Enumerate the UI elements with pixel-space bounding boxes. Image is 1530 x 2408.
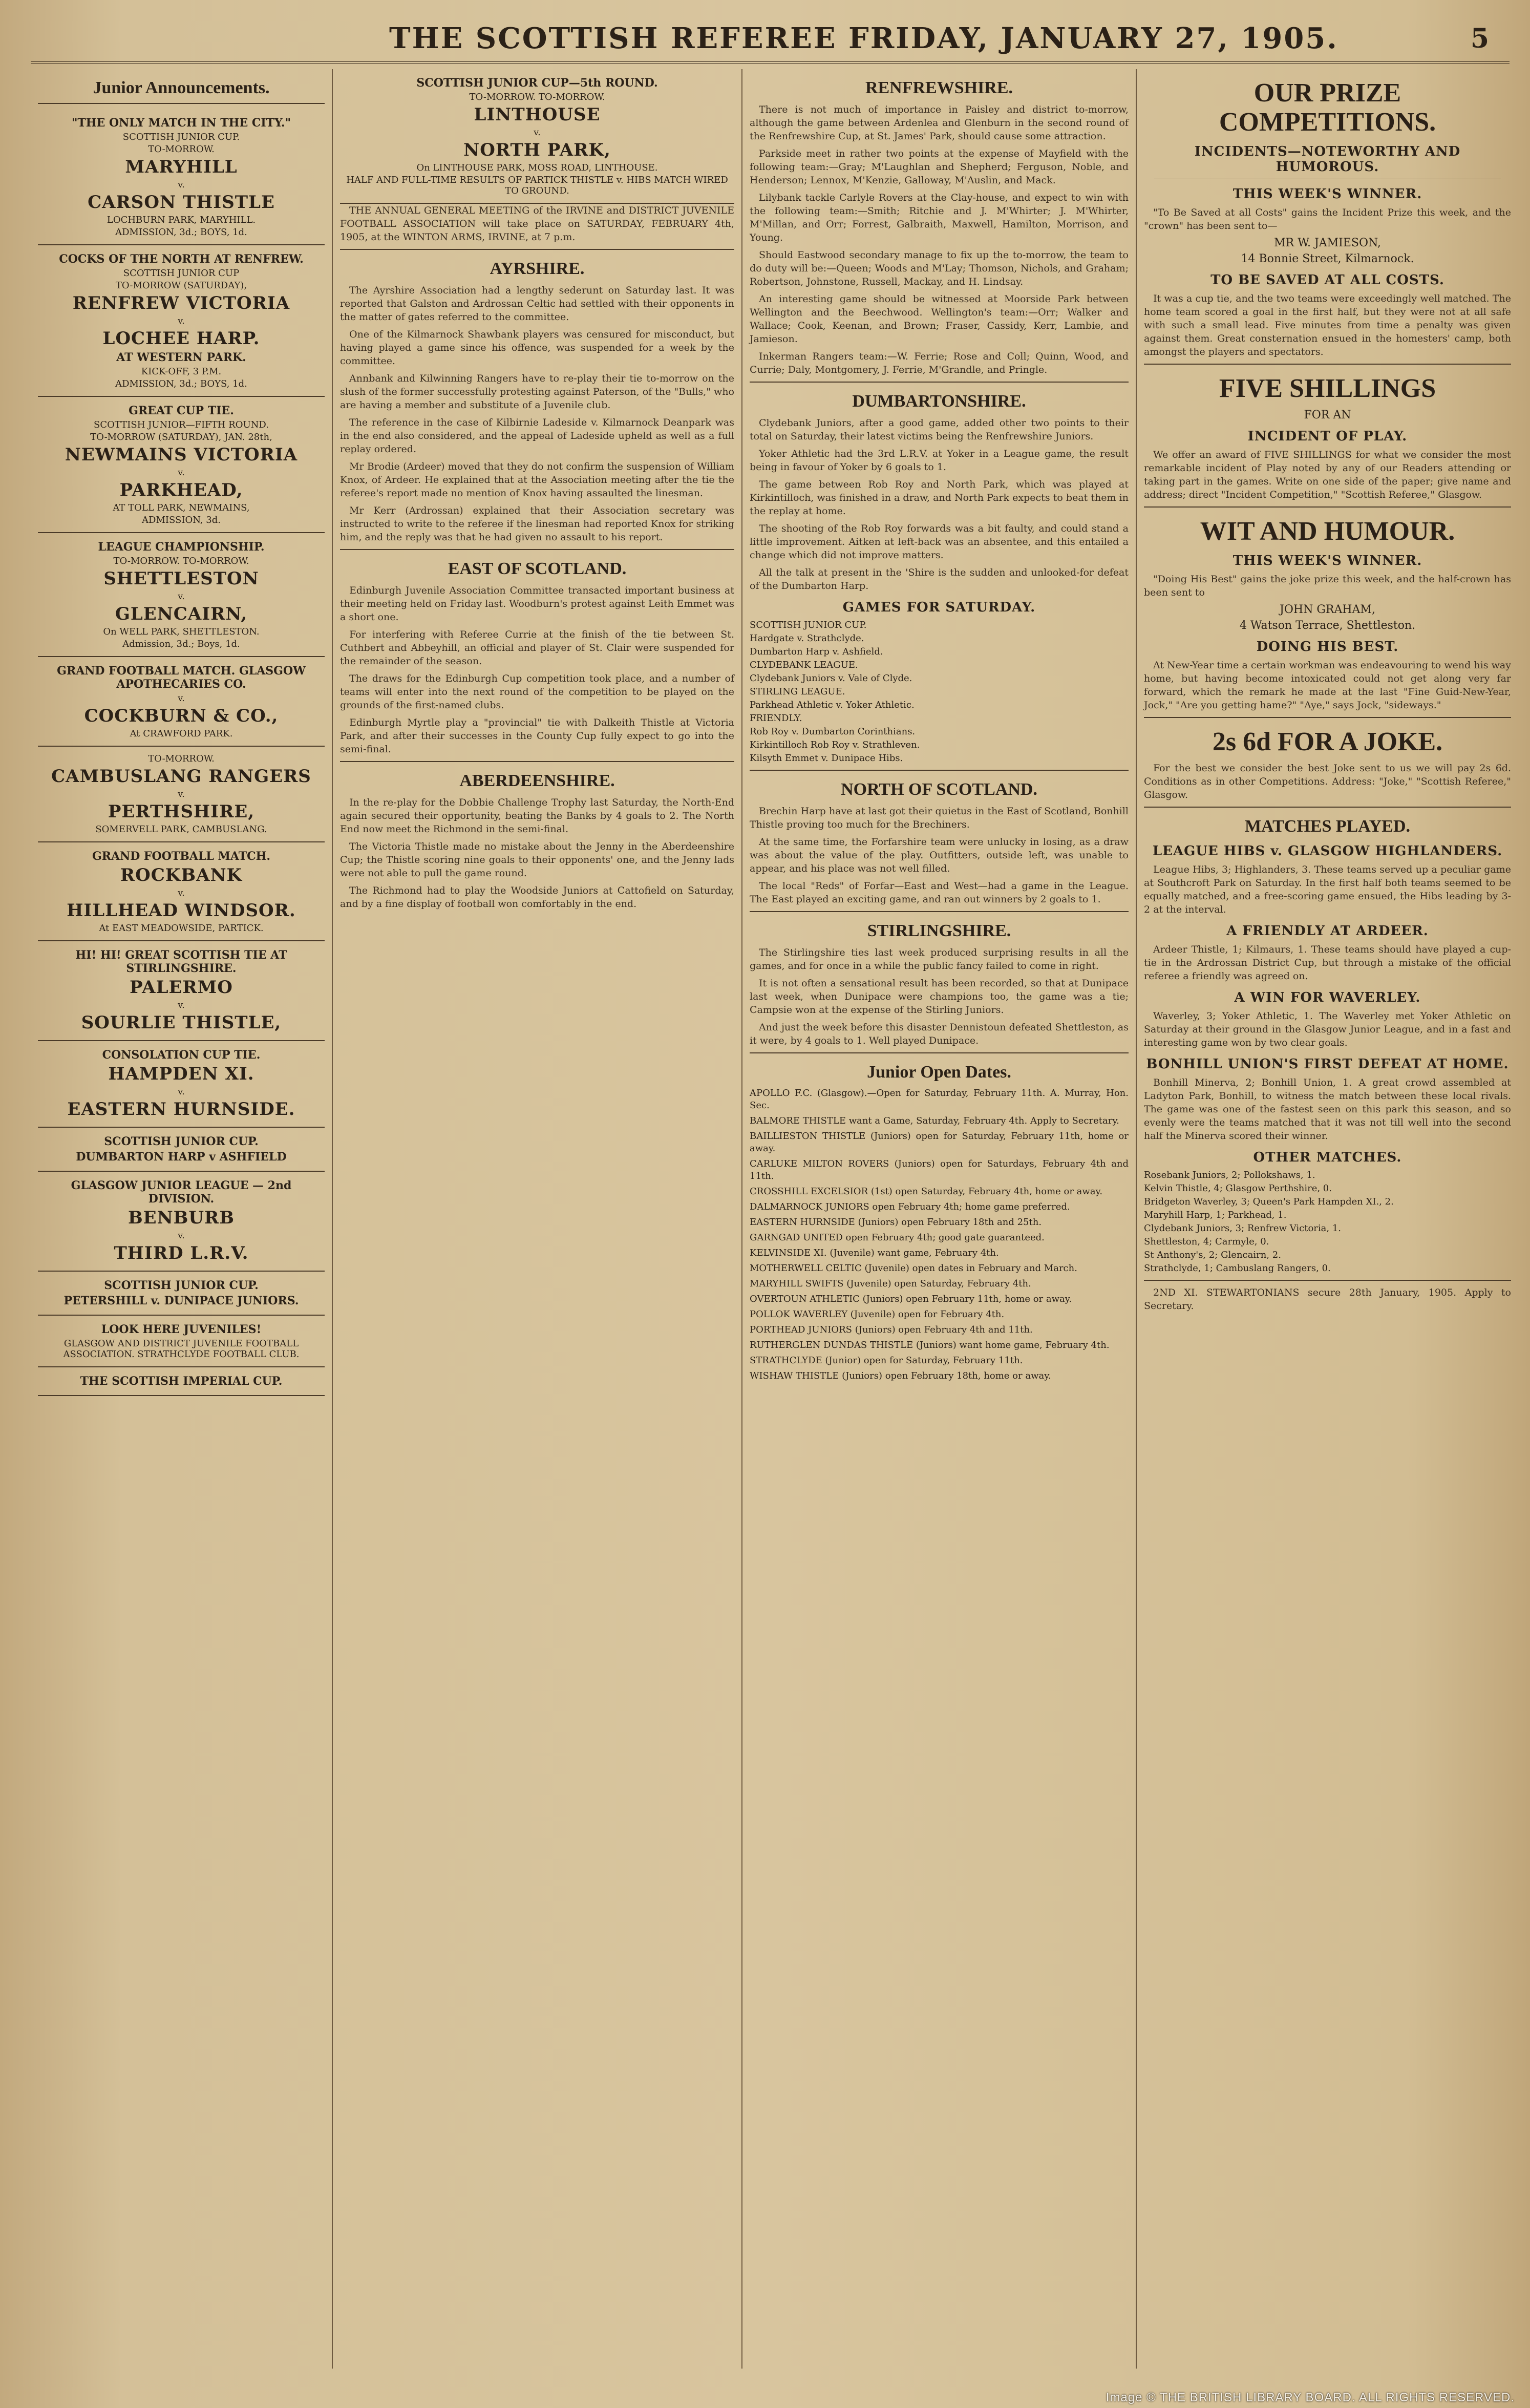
games-heading: GAMES FOR SATURDAY. xyxy=(842,600,1036,615)
open-date-item: WISHAW THISTLE (Juniors) open February 18th, home or away. xyxy=(750,1370,1051,1381)
story-heading: DOING HIS BEST. xyxy=(1256,639,1399,654)
open-date-item: OVERTOUN ATHLETIC (Juniors) open February 11th, home or away. xyxy=(750,1294,1072,1304)
advert-versus: v. xyxy=(178,1000,185,1010)
article-paragraph: For the best we consider the best Joke sent to us we will pay 2s 6d. Conditions as in other Competitions. Address: "Joke," "Scottish Referee," Glasgow. xyxy=(1144,762,1511,800)
advert-team: THIRD L.R.V. xyxy=(114,1243,249,1263)
match-result-item: Maryhill Harp, 1; Parkhead, 1. xyxy=(1144,1209,1287,1220)
advert-ground: LOCHBURN PARK, MARYHILL. xyxy=(107,215,256,225)
section-heading: Junior Announcements. xyxy=(93,78,270,97)
divider xyxy=(1144,1280,1511,1281)
advert-newmains xyxy=(38,397,325,533)
advert-versus: v. xyxy=(178,591,185,602)
divider xyxy=(340,249,734,250)
article-paragraph: One of the Kilmarnock Shawbank players was censured for misconduct, but having played a game since his offence, was suspended for a week by the committee. xyxy=(340,329,734,367)
section-heading: DUMBARTONSHIRE. xyxy=(852,392,1026,411)
winner-name: MR W. JAMIESON, xyxy=(1274,237,1381,250)
column-junior-announcements xyxy=(31,69,333,2369)
advert-title: GRAND FOOTBALL MATCH. xyxy=(92,850,271,863)
section-heading: Junior Open Dates. xyxy=(867,1063,1011,1082)
article-paragraph: Should Eastwood secondary manage to fix up the to-morrow, the team to do duty will be:—Queen; Woods and M'Lay; Thomson, Nichols, and Graham; Robertson, Johnstone, Russell, Mackay, and H. Lindsay. xyxy=(750,249,1129,287)
advert-linthouse xyxy=(340,69,734,204)
article-paragraph: The game between Rob Roy and North Park, which was played at Kirkintilloch, was finished in a draw, and North Park expects to beat them in the replay at home. xyxy=(750,479,1129,517)
story-heading: TO BE SAVED AT ALL COSTS. xyxy=(1210,272,1444,288)
subheading: FOR AN xyxy=(1304,408,1351,421)
match-heading: LEAGUE HIBS v. GLASGOW HIGHLANDERS. xyxy=(1152,843,1503,859)
advert-team: HILLHEAD WINDSOR. xyxy=(67,900,296,921)
article-paragraph: We offer an award of FIVE SHILLINGS for what we consider the most remarkable incident of Play noted by any of our Readers attending or taking part in the games. Write on one side of the paper; give name and address; direct "Incident Competition," "Scottish Referee," Glasgow. xyxy=(1144,449,1511,500)
open-date-item: CROSSHILL EXCELSIOR (1st) open Saturday, February 4th, home or away. xyxy=(750,1186,1103,1197)
advert-cambuslang xyxy=(38,747,325,842)
open-date-item: BAILLIESTON THISTLE (Juniors) open for Saturday, February 11th, home or away. xyxy=(750,1131,1129,1154)
article-paragraph: Edinburgh Myrtle play a "provincial" tie with Dalkeith Thistle at Victoria Park, and after their successes in the County Cup fully expect to go into the semi-final. xyxy=(340,717,734,755)
advert-versus: v. xyxy=(178,315,185,326)
divider xyxy=(340,549,734,550)
open-date-item: KELVINSIDE XI. (Juvenile) want game, February 4th. xyxy=(750,1248,999,1258)
advert-team: COCKBURN & CO., xyxy=(84,706,279,726)
match-result-item: Bridgeton Waverley, 3; Queen's Park Hampden XI., 2. xyxy=(1144,1196,1394,1207)
advert-team: SHETTLESTON xyxy=(103,568,259,589)
section-heading: WIT AND HUMOUR. xyxy=(1200,516,1455,546)
article-paragraph: The reference in the case of Kilbirnie Ladeside v. Kilmarnock Deanpark was in the end also considered, and the appeal of Ladeside upheld as well as a full replay ordered. xyxy=(340,417,734,455)
open-date-item: EASTERN HURNSIDE (Juniors) open February 18th and 25th. xyxy=(750,1217,1042,1228)
advert-team: CAMBUSLANG RANGERS xyxy=(51,766,311,787)
advert-title: LOOK HERE JUVENILES! xyxy=(101,1323,262,1336)
advert-versus: v. xyxy=(178,789,185,799)
advert-when: TO-MORROW. TO-MORROW. xyxy=(469,92,605,102)
advert-teams: DUMBARTON HARP v ASHFIELD xyxy=(76,1150,287,1164)
advert-ground: AT TOLL PARK, NEWMAINS, xyxy=(113,502,250,513)
match-result-item: Rosebank Juniors, 2; Pollokshaws, 1. xyxy=(1144,1169,1315,1180)
open-date-item: APOLLO F.C. (Glasgow).—Open for Saturday, February 11th. A. Murray, Hon. Sec. xyxy=(750,1088,1129,1111)
bottom-advert: 2ND XI. STEWARTONIANS secure 28th January, 1905. Apply to Secretary. xyxy=(1144,1286,1511,1312)
advert-versus: v. xyxy=(178,179,185,190)
advert-team: HAMPDEN XI. xyxy=(108,1064,254,1084)
winner-name: JOHN GRAHAM, xyxy=(1280,603,1375,616)
advert-admission: Admission, 3d.; Boys, 1d. xyxy=(122,639,240,649)
meeting-notice: THE ANNUAL GENERAL MEETING of the IRVINE and DISTRICT JUVENILE FOOTBALL ASSOCIATION will take place on SATURDAY, FEBRUARY 4th, 1905, at the WINTON ARMS, IRVINE, at 7 p.m. xyxy=(340,205,734,243)
article-paragraph: Brechin Harp have at last got their quietus in the East of Scotland, Bonhill Thistle proving too much for the Brechiners. xyxy=(750,806,1129,830)
open-date-item: BALMORE THISTLE want a Game, Saturday, February 4th. Apply to Secretary. xyxy=(750,1115,1119,1126)
article-paragraph: Mr Brodie (Ardeer) moved that they do not confirm the suspension of William Knox, of Ardeer. He explained that at the Association meeting after the tie the referee's report made no mention of Knox having assaulted the linesman. xyxy=(340,461,734,499)
advert-title: THE SCOTTISH IMPERIAL CUP. xyxy=(80,1375,283,1388)
advert-versus: v. xyxy=(534,127,541,138)
advert-ground: SOMERVELL PARK, CAMBUSLANG. xyxy=(95,824,267,835)
advert-apothecaries xyxy=(38,657,325,747)
advert-team: SOURLIE THISTLE, xyxy=(81,1012,282,1033)
article-paragraph: At New-Year time a certain workman was endeavouring to wend his way home, but having become intoxicated could not get along very far forward, which the remark he made at the last "Fine Guid-New-Year, Jock," "Are you getting hame?" "Aye," says Jock, "sideways." xyxy=(1144,659,1511,711)
advert-renfrew xyxy=(38,245,325,397)
advert-title: LEAGUE CHAMPIONSHIP. xyxy=(98,540,265,554)
advert-cup: SCOTTISH JUNIOR—FIFTH ROUND. xyxy=(94,419,269,430)
fixture-item: Clydebank Juniors v. Vale of Clyde. xyxy=(750,673,912,684)
article-paragraph: League Hibs, 3; Highlanders, 3. These teams served up a peculiar game at Southcroft Park on Saturday. In the first half both teams seemed to be equally matched, and a free-scoring game ensued, the Hibs leading by 3-2 at the interval. xyxy=(1144,863,1511,915)
advert-team: GLENCAIRN, xyxy=(115,604,248,624)
match-heading: OTHER MATCHES. xyxy=(1253,1149,1402,1165)
advert-team: BENBURB xyxy=(128,1208,235,1228)
subheading: INCIDENT OF PLAY. xyxy=(1247,428,1408,444)
advert-tagline: "THE ONLY MATCH IN THE CITY." xyxy=(71,116,291,130)
fixture-item: FRIENDLY. xyxy=(750,713,802,724)
masthead xyxy=(31,15,1510,64)
section-heading: AYRSHIRE. xyxy=(490,259,585,278)
article-paragraph: The local "Reds" of Forfar—East and West—had a game in the League. The East played an exciting game, and ran out winners by 2 goals to 1. xyxy=(750,880,1129,905)
open-date-item: STRATHCLYDE (Junior) open for Saturday, February 11th. xyxy=(750,1355,1023,1366)
divider xyxy=(38,103,325,104)
fixture-item: STIRLING LEAGUE. xyxy=(750,686,845,697)
advert-benburb xyxy=(38,1172,325,1272)
divider xyxy=(750,382,1129,383)
column-renfrew-dumbarton xyxy=(742,69,1137,2369)
divider xyxy=(1144,364,1511,365)
article-paragraph: In the re-play for the Dobbie Challenge Trophy last Saturday, the North-End again secured their opportunity, beating the Banks by 4 goals to 2. The North End now meet the Richmond in the semi-final. xyxy=(340,797,734,835)
article-paragraph: Inkerman Rangers team:—W. Ferrie; Rose and Coll; Quinn, Wood, and Currie; Daly, Montgomery, J. Ferrie, M'Grandle, and Pringle. xyxy=(750,351,1129,375)
article-paragraph: It is not often a sensational result has been recorded, so that at Dunipace last week, when Dunipace were champions too, the game was a tie; Campsie won at the expense of the Stirling Juniors. xyxy=(750,978,1129,1016)
section-heading: ABERDEENSHIRE. xyxy=(459,771,615,790)
advert-title: GLASGOW JUNIOR LEAGUE — 2nd DIVISION. xyxy=(71,1179,292,1206)
advert-teams: PETERSHILL v. DUNIPACE JUNIORS. xyxy=(63,1294,299,1307)
article-paragraph: Edinburgh Juvenile Association Committee transacted important business at their meeting held on Friday last. Woodburn's protest against Leith Emmet was a short one. xyxy=(340,585,734,623)
section-heading: OUR PRIZE COMPETITIONS. xyxy=(1219,78,1436,137)
advert-cup: SCOTTISH JUNIOR CUP. xyxy=(122,132,240,142)
advert-versus: v. xyxy=(178,888,185,898)
advert-team: RENFREW VICTORIA xyxy=(72,293,290,313)
advert-title: GRAND FOOTBALL MATCH. GLASGOW APOTHECARIES CO. xyxy=(57,664,306,691)
match-result-item: Clydebank Juniors, 3; Renfrew Victoria, 1. xyxy=(1144,1222,1342,1234)
copyright-notice: Image © THE BRITISH LIBRARY BOARD. ALL RIGHTS RESERVED. xyxy=(1106,2391,1515,2404)
fixture-item: Parkhead Athletic v. Yoker Athletic. xyxy=(750,700,915,710)
article-paragraph: Waverley, 3; Yoker Athletic, 1. The Waverley met Yoker Athletic on Saturday at their ground in the Glasgow Junior League, and in a fast and interesting game won by two clear goals. xyxy=(1144,1010,1511,1048)
article-paragraph: At the same time, the Forfarshire team were unlucky in losing, as a draw was about the value of the play. Outfitters, outside left, was unable to appear, and his place was not well filled. xyxy=(750,836,1129,874)
advert-team: NEWMAINS VICTORIA xyxy=(65,445,298,465)
fixture-item: CLYDEBANK LEAGUE. xyxy=(750,660,858,670)
advert-dumbarton-harp xyxy=(38,1128,325,1172)
section-heading: EAST OF SCOTLAND. xyxy=(448,559,627,578)
divider xyxy=(750,911,1129,912)
advert-title: SCOTTISH JUNIOR CUP—5th ROUND. xyxy=(416,76,658,90)
advert-rockbank xyxy=(38,842,325,941)
article-paragraph: "To Be Saved at all Costs" gains the Incident Prize this week, and the "crown" has been sent to— xyxy=(1144,207,1511,232)
advert-petershill xyxy=(38,1272,325,1316)
fixture-item: SCOTTISH JUNIOR CUP. xyxy=(750,620,867,630)
advert-ground: On WELL PARK, SHETTLESTON. xyxy=(103,626,260,637)
match-heading: BONHILL UNION'S FIRST DEFEAT AT HOME. xyxy=(1146,1056,1509,1072)
advert-maryhill xyxy=(38,109,325,245)
article-paragraph: The Ayrshire Association had a lengthy sederunt on Saturday last. It was reported that Galston and Ardrossan Celtic had settled with their opponents in the matter of gates referred to the committee. xyxy=(340,285,734,323)
divider xyxy=(750,770,1129,771)
advert-admission: ADMISSION, 3d. xyxy=(142,515,221,525)
divider xyxy=(340,761,734,762)
advert-body: GLASGOW AND DISTRICT JUVENILE FOOTBALL ASSOCIATION. STRATHCLYDE FOOTBALL CLUB. xyxy=(63,1338,300,1360)
winner-heading: THIS WEEK'S WINNER. xyxy=(1232,553,1422,568)
column-prize-competitions xyxy=(1137,69,1518,2369)
advert-ground: At EAST MEADOWSIDE, PARTICK. xyxy=(99,923,264,934)
advert-admission: ADMISSION, 3d.; BOYS, 1d. xyxy=(115,227,247,238)
winner-heading: THIS WEEK'S WINNER. xyxy=(1232,186,1422,202)
open-date-item: MARYHILL SWIFTS (Juvenile) open Saturday, February 4th. xyxy=(750,1278,1031,1289)
winner-address: 14 Bonnie Street, Kilmarnock. xyxy=(1241,252,1414,266)
match-result-item: St Anthony's, 2; Glencairn, 2. xyxy=(1144,1249,1281,1260)
page-number: 5 xyxy=(1470,23,1489,54)
advert-title: SCOTTISH JUNIOR CUP. xyxy=(104,1135,259,1148)
advert-team: PALERMO xyxy=(130,977,233,998)
section-heading: RENFREWSHIRE. xyxy=(865,78,1013,97)
advert-imperial-cup xyxy=(38,1367,325,1396)
open-date-item: DALMARNOCK JUNIORS open February 4th; home game preferred. xyxy=(750,1201,1070,1212)
article-paragraph: Mr Kerr (Ardrossan) explained that their Association secretary was instructed to write to the referee if the linesman had reported Knox for striking him, and the reply was that he had given no assault to his report. xyxy=(340,505,734,543)
article-paragraph: Yoker Athletic had the 3rd L.R.V. at Yoker in a League game, the result being in favour of Yoker by 6 goals to 1. xyxy=(750,448,1129,473)
advert-team: NORTH PARK, xyxy=(463,140,611,160)
section-heading: NORTH OF SCOTLAND. xyxy=(841,780,1037,799)
advert-when: TO-MORROW. xyxy=(148,753,215,764)
advert-kickoff: KICK-OFF, 3 P.M. xyxy=(141,366,222,377)
article-paragraph: An interesting game should be witnessed at Moorside Park between Wellington and the Beechwood. Wellington's team:—Orr; Walker and Wallace; Cook, Keenan, and Brown; Fraser, Cassidy, Kerr, Lambie, and Jamieson. xyxy=(750,293,1129,345)
advert-when: TO-MORROW (SATURDAY), xyxy=(115,280,247,291)
advert-title: HI! HI! GREAT SCOTTISH TIE AT STIRLINGSHIRE. xyxy=(75,948,287,975)
open-date-item: PORTHEAD JUNIORS (Juniors) open February 4th and 11th. xyxy=(750,1324,1033,1335)
divider xyxy=(1144,506,1511,508)
advert-ground: AT WESTERN PARK. xyxy=(116,351,246,364)
advert-versus: v. xyxy=(178,1230,185,1241)
section-heading: 2s 6d FOR A JOKE. xyxy=(1212,727,1443,756)
article-paragraph: The Victoria Thistle made no mistake about the Jenny in the Aberdeenshire Cup; the Thistle scoring nine goals to their opponents' one, and the Jenny lads were not able to pull the game round. xyxy=(340,841,734,879)
match-heading: A FRIENDLY AT ARDEER. xyxy=(1226,923,1429,939)
advert-title: CONSOLATION CUP TIE. xyxy=(102,1048,261,1062)
fixture-item: Kirkintilloch Rob Roy v. Strathleven. xyxy=(750,740,920,750)
article-paragraph: The draws for the Edinburgh Cup competition took place, and a number of teams will enter into the next round of the competition to be played on the grounds of the first-named clubs. xyxy=(340,673,734,711)
advert-title: SCOTTISH JUNIOR CUP. xyxy=(104,1279,259,1292)
open-date-item: GARNGAD UNITED open February 4th; good gate guaranteed. xyxy=(750,1232,1045,1243)
article-paragraph: Parkside meet in rather two points at the expense of Mayfield with the following team:—Gray; M'Laughlan and Shepherd; Ferguson, Noble, and Henderson; Lennox, M'Kenzie, Galloway, M'Auslin, and Mack. xyxy=(750,148,1129,186)
advert-versus: v. xyxy=(178,693,185,704)
games-list xyxy=(750,619,1129,765)
fixture-item: Rob Roy v. Dumbarton Corinthians. xyxy=(750,726,916,737)
section-heading: STIRLINGSHIRE. xyxy=(867,921,1011,940)
divider xyxy=(1144,807,1511,808)
advert-versus: v. xyxy=(178,467,185,478)
advert-team: LOCHEE HARP. xyxy=(102,328,260,349)
open-date-item: CARLUKE MILTON ROVERS (Juniors) open for Saturdays, February 4th and 11th. xyxy=(750,1158,1129,1181)
match-heading: A WIN FOR WAVERLEY. xyxy=(1234,989,1421,1005)
advert-juveniles xyxy=(38,1316,325,1367)
divider xyxy=(1144,717,1511,718)
article-paragraph: For interfering with Referee Currie at the finish of the tie between St. Cuthbert and Abbeyhill, an official and player of St. Clair were suspended for the remainder of the season. xyxy=(340,629,734,667)
section-heading: MATCHES PLAYED. xyxy=(1244,816,1411,836)
open-date-item: MOTHERWELL CELTIC (Juvenile) open dates in February and March. xyxy=(750,1263,1077,1274)
article-paragraph: "Doing His Best" gains the joke prize this week, and the half-crown has been sent to xyxy=(1144,573,1511,598)
open-date-item: POLLOK WAVERLEY (Juvenile) open for February 4th. xyxy=(750,1309,1005,1320)
article-paragraph: Ardeer Thistle, 1; Kilmaurs, 1. These teams should have played a cup-tie in the Ardrossan District Cup, but through a mistake of the official referee a friendly was agreed on. xyxy=(1144,943,1511,982)
article-paragraph: Bonhill Minerva, 2; Bonhill Union, 1. A great crowd assembled at Ladyton Park, Bonhill, to witness the match between these local rivals. The game was one of the fastest seen on this park this season, and so evenly were the teams matched that it was not till well into the second half the Minerva scored their winner. xyxy=(1144,1076,1511,1142)
advert-team: EASTERN HURNSIDE. xyxy=(67,1099,295,1119)
column-ayrshire-east xyxy=(333,69,742,2369)
match-result-item: Kelvin Thistle, 4; Glasgow Perthshire, 0. xyxy=(1144,1182,1332,1194)
open-date-item: RUTHERGLEN DUNDAS THISTLE (Juniors) want home game, February 4th. xyxy=(750,1340,1110,1350)
advert-cup: SCOTTISH JUNIOR CUP xyxy=(123,268,240,279)
newspaper-title: THE SCOTTISH REFEREE FRIDAY, JANUARY 27, 1905. xyxy=(389,22,1338,55)
article-paragraph: All the talk at present in the 'Shire is the sudden and unlooked-for defeat of the Dumbarton Harp. xyxy=(750,567,1129,592)
advert-team: CARSON THISTLE xyxy=(88,192,275,213)
advert-ground: On LINTHOUSE PARK, MOSS ROAD, LINTHOUSE. xyxy=(416,162,658,173)
other-matches-list xyxy=(1144,1169,1511,1275)
fixture-item: Kilsyth Emmet v. Dunipace Hibs. xyxy=(750,753,903,764)
advert-when: TO-MORROW (SATURDAY), JAN. 28th, xyxy=(90,432,272,442)
advert-palermo xyxy=(38,941,325,1041)
incidents-heading: INCIDENTS—NOTEWORTHY AND HUMOROUS. xyxy=(1194,144,1461,175)
advert-consolation xyxy=(38,1041,325,1128)
fixture-item: Hardgate v. Strathclyde. xyxy=(750,633,864,644)
match-result-item: Shettleston, 4; Carmyle, 0. xyxy=(1144,1236,1269,1247)
advert-team: MARYHILL xyxy=(125,157,238,177)
article-paragraph: Clydebank Juniors, after a good game, added other two points to their total on Saturday, their latest victims being the Renfrewshire Juniors. xyxy=(750,417,1129,442)
advert-team: PERTHSHIRE, xyxy=(108,801,255,822)
article-paragraph: And just the week before this disaster Dennistoun defeated Shettleston, as it were, by 4 goals to 1. Well played Dunipace. xyxy=(750,1022,1129,1046)
article-paragraph: There is not much of importance in Paisley and district to-morrow, although the game between Ardenlea and Glenburn in the second round of the Renfrewshire Cup, at St. James' Park, should cause some attraction. xyxy=(750,104,1129,142)
article-paragraph: It was a cup tie, and the two teams were exceedingly well matched. The home team scored a goal in the first half, but they were not at all safe with such a small lead. Five minutes from time a penalty was given against them. Great consternation ensued in the homesters' camp, both amongst the players and spectators. xyxy=(1144,293,1511,358)
advert-admission: ADMISSION, 3d.; BOYS, 1d. xyxy=(115,378,247,389)
advert-title: GREAT CUP TIE. xyxy=(129,404,234,417)
advert-ground: At CRAWFORD PARK. xyxy=(130,728,233,739)
advert-team: LINTHOUSE xyxy=(474,104,601,125)
advert-when: TO-MORROW. TO-MORROW. xyxy=(113,556,249,566)
match-result-item: Strathclyde, 1; Cambuslang Rangers, 0. xyxy=(1144,1262,1331,1274)
article-paragraph: Annbank and Kilwinning Rangers have to re-play their tie to-morrow on the slush of the former successfully protesting against Paterson, of the "Bulls," who are having a member and substitute of a Juvenile club. xyxy=(340,373,734,411)
advert-title: COCKS OF THE NORTH AT RENFREW. xyxy=(59,252,304,266)
article-paragraph: The shooting of the Rob Roy forwards was a bit faulty, and could stand a little improvement. Aitken at left-back was an absentee, and this entailed a change which did not improve matters. xyxy=(750,523,1129,561)
advert-note: HALF AND FULL-TIME RESULTS OF PARTICK THISTLE v. HIBS MATCH WIRED TO GROUND. xyxy=(346,175,728,196)
fixture-item: Dumbarton Harp v. Ashfield. xyxy=(750,646,883,657)
advert-when: TO-MORROW. xyxy=(148,144,215,155)
advert-versus: v. xyxy=(178,1086,185,1097)
article-paragraph: The Stirlingshire ties last week produced surprising results in all the games, and for once in a while the public fancy failed to come in right. xyxy=(750,947,1129,971)
divider xyxy=(750,1052,1129,1053)
section-heading: FIVE SHILLINGS xyxy=(1219,374,1436,404)
advert-team: ROCKBANK xyxy=(120,865,243,885)
article-paragraph: Lilybank tackle Carlyle Rovers at the Clay-house, and expect to win with the following team:—Smith; Ritchie and J. M'Whirter; J. M'Whirter, M'Millan, and Orr; Forrest, Galbraith, Maxwell, Hamilton, Morrison, and Young. xyxy=(750,192,1129,243)
advert-team: PARKHEAD, xyxy=(119,480,243,500)
advert-shettleston xyxy=(38,533,325,657)
open-dates-list xyxy=(750,1087,1129,1382)
winner-address: 4 Watson Terrace, Shettleston. xyxy=(1239,619,1416,632)
article-paragraph: The Richmond had to play the Woodside Juniors at Cattofield on Saturday, and by a fine display of football won comfortably in the end. xyxy=(340,885,734,910)
